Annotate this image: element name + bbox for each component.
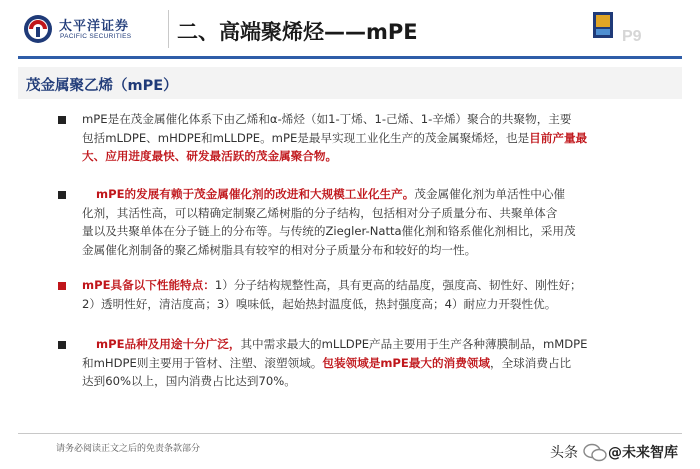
- bullet-paragraph-4-cont: [82, 354, 682, 391]
- highlight-span: 包装领域是mPE最大的消费领域: [322, 355, 490, 370]
- page-title: 二、高端聚烯烃——mPE: [177, 20, 418, 44]
- header-divider: [168, 10, 169, 48]
- square-bullet-icon: [58, 116, 66, 124]
- bullet-paragraph-2: [96, 185, 682, 204]
- slide-header: [0, 0, 700, 58]
- text-line: [82, 276, 682, 295]
- footer-disclaimer: 请务必阅读正文之后的免责条款部分: [56, 444, 201, 454]
- text-line: [96, 335, 682, 354]
- square-bullet-icon: [58, 341, 66, 349]
- text-line: 金属催化剂制备的聚乙烯树脂具有较窄的相对分子质量分布和较好的均一性。: [82, 242, 477, 257]
- company-logo: [22, 13, 162, 47]
- watermark: [550, 442, 692, 464]
- text-line: [82, 129, 682, 148]
- text-line: 量以及共聚单体在分子链上的分布等。与传统的Ziegler-Natta催化剂和铬系催化剂相比，采用茂: [82, 224, 576, 238]
- highlight-span: mPE具备以下性能特点：: [82, 278, 215, 292]
- section-title: 茂金属聚乙烯（mPE）: [26, 78, 178, 94]
- text-span: 包括mLDPE、mHDPE和mLLDPE。mPE是最早实现工业化生产的茂金属聚烯烃，也是: [82, 130, 530, 145]
- highlight-span: mPE品种及用途十分广泛，: [96, 337, 241, 351]
- square-bullet-icon: [58, 282, 66, 290]
- bullet-paragraph-1: [82, 110, 682, 166]
- bullet-paragraph-2-cont: [82, 204, 682, 260]
- watermark-prefix: 头条: [550, 445, 578, 461]
- text-span: 1）分子结构规整性高，具有更高的结晶度，强度高、韧性好、刚性好；: [214, 278, 582, 292]
- wechat-icon: [583, 443, 607, 463]
- highlight-line: 大、应用进度最快、研发最活跃的茂金属聚合物。: [82, 149, 338, 163]
- text-span: ，全球消费占比: [489, 355, 572, 370]
- text-line: 2）透明性好，清洁度高；3）嗅味低，起始热封温度低，热封强度高；4）耐应力开裂性优。: [82, 296, 557, 311]
- text-span: 其中需求最大的mLLDPE产品主要用于生产各种薄膜制品，mMDPE: [240, 337, 588, 351]
- bullet-paragraph-3: [82, 276, 682, 313]
- text-line: [82, 354, 682, 373]
- bullet-paragraph-4: [96, 335, 682, 354]
- text-line: 化剂，其活性高，可以精确定制聚乙烯树脂的分子结构，包括相对分子质量分布、共聚单体含: [82, 205, 558, 220]
- pacific-securities-logo-icon: [22, 13, 54, 45]
- footer-rule: [18, 433, 682, 434]
- section-title-box: [18, 67, 682, 99]
- text-line: 达到60%以上，国内消费占比达到70%。: [82, 374, 296, 388]
- highlight-span: mPE的发展有赖于茂金属催化剂的改进和大规模工业化生产。: [96, 187, 415, 201]
- logo-english-name: PACIFIC SECURITIES: [60, 33, 132, 40]
- watermark-text: @未来智库: [608, 445, 678, 461]
- header-rule: [18, 56, 682, 59]
- highlight-span: 目前产量最: [529, 130, 588, 145]
- text-span: 茂金属催化剂为单活性中心催: [414, 187, 566, 201]
- text-line: mPE是在茂金属催化体系下由乙烯和α-烯烃（如1-丁烯、1-己烯、1-辛烯）聚合的共聚物，主要: [82, 112, 572, 126]
- page-number: P9: [622, 28, 642, 45]
- text-line: [96, 185, 682, 204]
- corner-badge-icon: [593, 12, 613, 38]
- logo-chinese-name: 太平洋证券: [59, 19, 130, 34]
- square-bullet-icon: [58, 191, 66, 199]
- text-span: 和mHDPE则主要用于管材、注塑、滚塑领域。: [82, 355, 323, 370]
